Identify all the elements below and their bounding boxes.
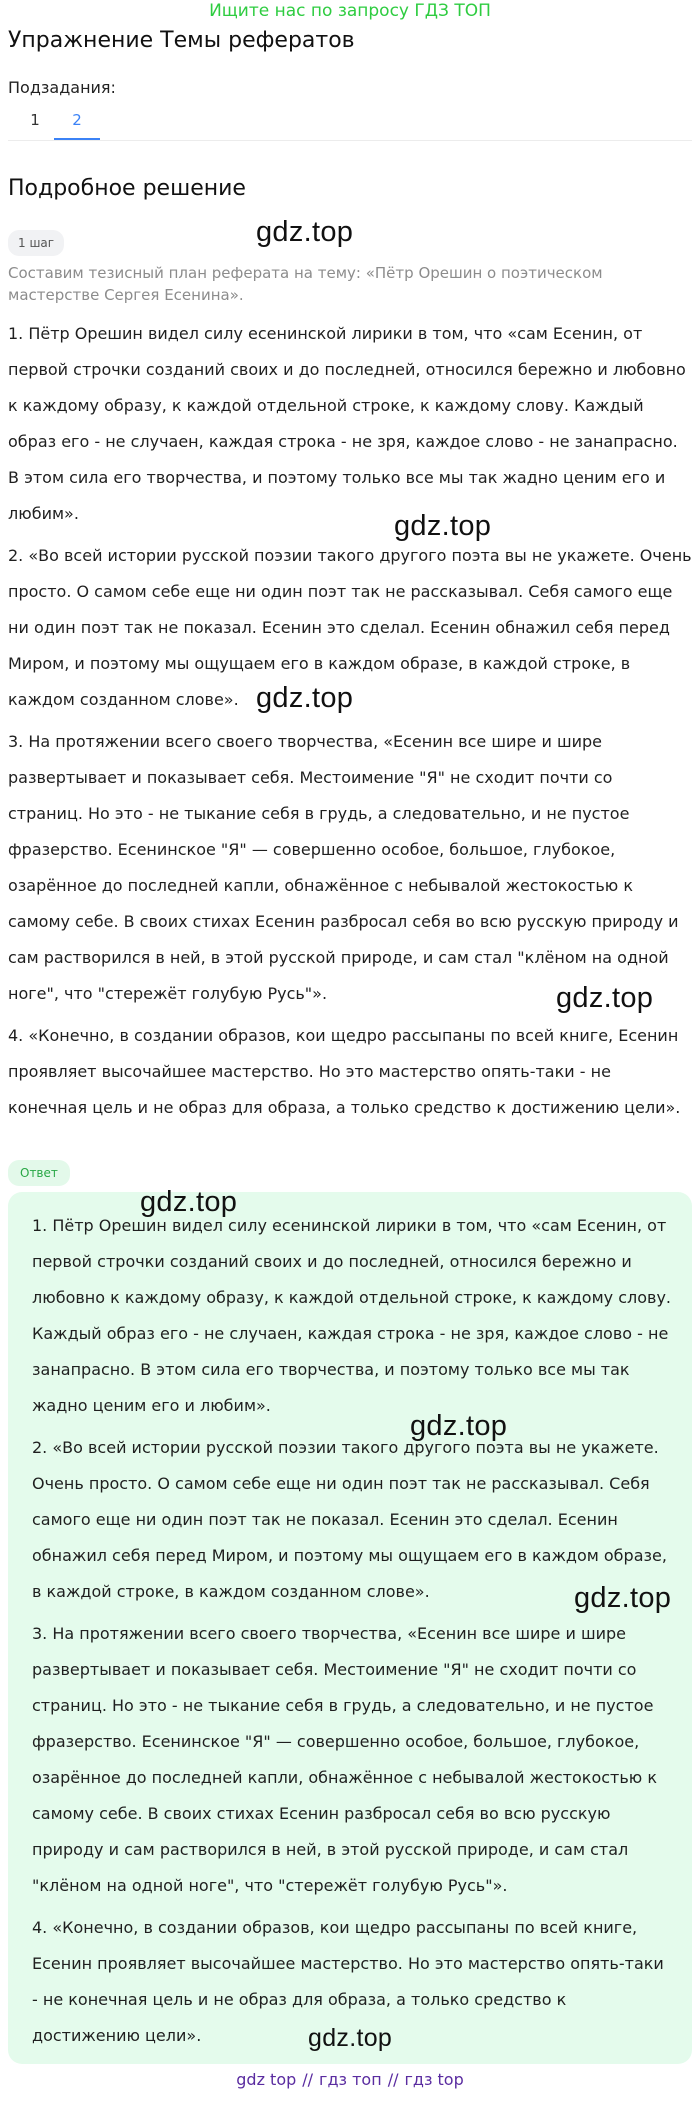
solution-paragraph: 2. «Во всей истории русской поэзии такого другого поэта вы не укажете. Очень просто. О самом себе еще ни один поэт так не рассказывал. Себя самого еще ни один поэт так не показал. Есенин это сделал. Есенин обнажил себя перед Миром, и поэтому мы ощущаем его в каждом образе, в каждой строке, в каждом созданном слове».	[8, 546, 692, 709]
tab-subtask-2[interactable]: 2	[54, 108, 100, 140]
solution-paragraph: 1. Пётр Орешин видел силу есенинской лирики в том, что «сам Есенин, от первой строчки созданий своих и до последней, относился бережно и любовно к каждому образу, к каждой отдельной строке, к каждому слову. Каждый образ его - не случаен, каждая строка - не зря, каждое слово - не занапрасно. В этом сила его творчества, и поэтому только все мы так жадно ценим его и любим».	[8, 324, 686, 523]
subtask-tabs	[8, 108, 692, 141]
section-title: Подробное решение	[8, 176, 246, 201]
answer-paragraph: 2. «Во всей истории русской поэзии такого другого поэта вы не укажете. Очень просто. О самом себе еще ни один поэт так не рассказывал. Себя самого еще ни один поэт так не показал. Есенин это сделал. Есенин обнажил себя перед Миром, и поэтому мы ощущаем его в каждом образе, в каждой строке, в каждом созданном слове».	[32, 1438, 667, 1601]
answer-paragraph: 1. Пётр Орешин видел силу есенинской лирики в том, что «сам Есенин, от первой строчки созданий своих и до последней, относился бережно и любовно к каждому образу, к каждой отдельной строке, к каждому слову. Каждый образ его - не случаен, каждая строка - не зря, каждое слово - не занапрасно. В этом сила его творчества, и поэтому только все мы так жадно ценим его и любим».	[32, 1216, 672, 1415]
watermark: gdz.top	[256, 216, 354, 248]
watermark: gdz.top	[410, 1410, 508, 1442]
footer-separator: //	[302, 2070, 314, 2089]
answer-badge: Ответ	[8, 1160, 70, 1186]
page-title: Упражнение Темы рефератов	[8, 28, 355, 53]
answer-paragraph: 3. На протяжении всего своего творчества, «Есенин все шире и шире развертывает и показывает себя. Местоимение "Я" не сходит почти со страниц. Но это - не тыкание себя в грудь, а следовательно, и не пустое фразерство. Есенинское "Я" — совершенно особое, большое, глубокое, озарённое до последней капли, обнажённое с небывалой жестокостью к самому себе. В своих стихах Есенин разбросал себя во всю русскую природу и сам растворился в ней, в этой русской природе, и сам стал "клёном на одной ноге", что "стережёт голубую Русь"».	[32, 1624, 657, 1895]
watermark: gdz.top	[574, 1582, 672, 1614]
solution-paragraph: 4. «Конечно, в создании образов, кои щедро рассыпаны по всей книге, Есенин проявляет высочайшее мастерство. Но это мастерство опять-таки - не конечная цель и не образ для образа, а только средство к достижению цели».	[8, 1026, 681, 1117]
footer-link[interactable]: гдз top	[404, 2070, 464, 2089]
footer-link[interactable]: гдз топ	[319, 2070, 382, 2089]
watermark: gdz.top	[556, 982, 654, 1014]
footer-separator: //	[387, 2070, 399, 2089]
answer-box	[8, 1192, 692, 2064]
watermark: gdz.top	[394, 510, 492, 542]
intro-text: Составим тезисный план реферата на тему: «Пётр Орешин о поэтическом мастерстве Сергея Есенина».	[8, 264, 603, 304]
answer-paragraph: 4. «Конечно, в создании образов, кои щедро рассыпаны по всей книге, Есенин проявляет высочайшее мастерство. Но это мастерство опять-таки - не конечная цель и не образ для образа, а только средство к достижению цели».	[32, 1918, 664, 2045]
watermark: gdz.top	[140, 1186, 238, 1218]
tab-subtask-1[interactable]: 1	[30, 111, 40, 129]
subtasks-label: Подзадания:	[8, 78, 116, 97]
watermark: gdz.top	[256, 682, 354, 714]
step-badge: 1 шаг	[8, 230, 64, 256]
answer-text	[32, 1208, 674, 2060]
footer-link[interactable]: gdz top	[236, 2070, 297, 2089]
solution-paragraph: 3. На протяжении всего своего творчества, «Есенин все шире и шире развертывает и показывает себя. Местоимение "Я" не сходит почти со страниц. Но это - не тыкание себя в грудь, а следовательно, и не пустое фразерство. Есенинское "Я" — совершенно особое, большое, глубокое, озарённое до последней капли, обнажённое с небывалой жестокостью к самому себе. В своих стихах Есенин разбросал себя во всю русскую природу и сам растворился в ней, в этой русской природе, и сам стал "клёном на одной ноге", что "стережёт голубую Русь"».	[8, 732, 679, 1003]
watermark: gdz.top	[308, 2024, 393, 2052]
search-banner: Ищите нас по запросу ГДЗ ТОП	[209, 1, 491, 21]
footer-links	[0, 2070, 700, 2089]
